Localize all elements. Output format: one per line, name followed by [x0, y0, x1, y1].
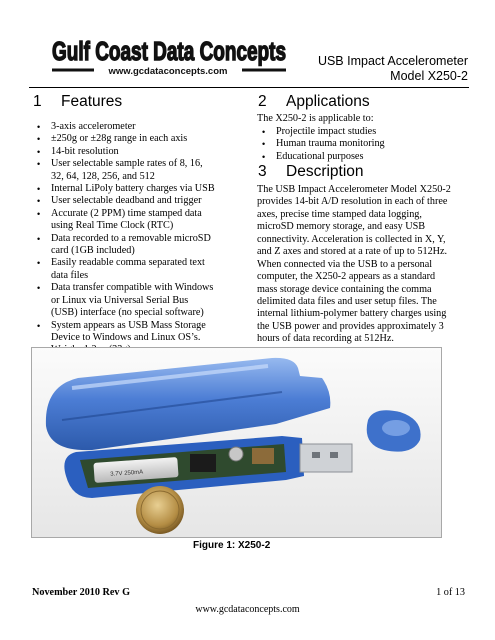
description-line: and Z axes and stored at a rate of up to 512Hz. [257, 246, 448, 258]
description-line: axes, precise time stamped data logging, [257, 208, 422, 220]
feature-item [36, 121, 236, 133]
feature-item [36, 146, 236, 158]
footer-url: www.gcdataconcepts.com [195, 604, 300, 615]
description-line: provides 14-bit A/D resolution in each of three [257, 196, 448, 208]
description-paragraph [257, 184, 465, 346]
page-number: 1 of 13 [436, 587, 465, 598]
feature-item-line: using Real Time Clock (RTC) [51, 220, 174, 232]
feature-item-line: Device to Windows and Linux OS’s. [51, 331, 201, 343]
logo-graphic [50, 32, 288, 82]
applications-heading [258, 93, 370, 111]
description-line: mass storage device containing the comma [257, 283, 432, 295]
company-logo [50, 32, 288, 82]
feature-item [36, 282, 236, 319]
title-line-1: USB Impact Accelerometer [317, 54, 468, 68]
description-line: When connected via the USB to a personal [257, 258, 433, 270]
section-number: 3 [258, 163, 267, 180]
title-line-2: Model X250-2 [390, 69, 468, 83]
feature-item-line: • Data transfer compatible with Windows [51, 282, 214, 294]
quarter-coin [136, 486, 184, 534]
description-line: The USB Impact Accelerometer Model X250-2 [257, 184, 451, 195]
sd-slot [252, 448, 274, 464]
feature-item-line: • Internal LiPoly battery charges via USB [51, 183, 215, 195]
feature-item [36, 158, 236, 183]
feature-item-line: or Linux via Universal Serial Bus [51, 294, 189, 306]
features-heading [33, 93, 122, 111]
battery-label: 3.7V 250mA [110, 469, 144, 478]
description-line: computer, the X250-2 appears as a standard [257, 271, 436, 283]
feature-item-line: • User selectable sample rates of 8, 16, [51, 158, 203, 170]
features-list [36, 121, 236, 369]
feature-item-line: • Accurate (2 PPM) time stamped data [51, 207, 202, 219]
feature-item-line: (USB) interface (no special software) [51, 307, 204, 319]
feature-item [36, 320, 236, 345]
feature-item-line: • 14-bit resolution [51, 145, 119, 157]
feature-item [36, 233, 236, 258]
application-item: • Human trauma monitoring [261, 138, 461, 150]
feature-item-line: • User selectable deadband and trigger [51, 195, 202, 207]
footer-date: November 2010 Rev G [32, 587, 130, 598]
section-title: Features [61, 93, 123, 110]
logo-wordmark: Gulf Coast Data Concepts [52, 38, 286, 66]
device-photo [31, 347, 442, 538]
feature-item [36, 133, 236, 145]
feature-item [36, 183, 236, 195]
description-line: microSD memory storage, and easy USB [257, 221, 426, 233]
description-line: delimited data files and user setup files. The [257, 295, 437, 307]
applications-list [261, 126, 461, 163]
applications-intro: The X250-2 is applicable to: [257, 113, 374, 124]
feature-item-line: • System appears as USB Mass Storage [51, 319, 206, 331]
description-heading [258, 163, 364, 181]
section-number: 2 [258, 93, 267, 110]
chip [190, 454, 216, 472]
feature-item [36, 195, 236, 207]
application-item: • Projectile impact studies [261, 126, 461, 138]
feature-item-line: • 3-axis accelerometer [51, 121, 136, 132]
feature-item-line: • ±250g or ±28g range in each axis [51, 133, 188, 145]
feature-item [36, 208, 236, 233]
feature-item [36, 257, 236, 282]
feature-item-line: 32, 64, 128, 256, and 512 [51, 170, 155, 182]
section-title: Description [286, 163, 364, 180]
header-divider [29, 87, 469, 88]
document-title [318, 54, 468, 84]
device-illustration [32, 348, 441, 537]
description-line: hours of data recording at 512Hz. [257, 333, 394, 345]
feature-item-line: • Easily readable comma separated text [51, 257, 205, 269]
usb-plug [300, 444, 352, 472]
logo-url: www.gcdataconcepts.com [108, 66, 228, 77]
application-item: • Educational purposes [261, 151, 461, 163]
component [229, 447, 243, 461]
description-line: connectivity. Acceleration is collected in X, Y, [257, 233, 446, 245]
feature-item-line: card (1GB included) [51, 245, 135, 257]
figure-caption: Figure 1: X250-2 [193, 540, 271, 551]
feature-item-line: data files [51, 269, 89, 281]
section-number: 1 [33, 93, 42, 110]
description-line: internal lithium-polymer battery charges using [257, 308, 447, 320]
feature-item-line: • Data recorded to a removable microSD [51, 232, 211, 244]
section-title: Applications [286, 93, 370, 110]
description-line: the USB power and provides approximately 3 [257, 320, 444, 332]
